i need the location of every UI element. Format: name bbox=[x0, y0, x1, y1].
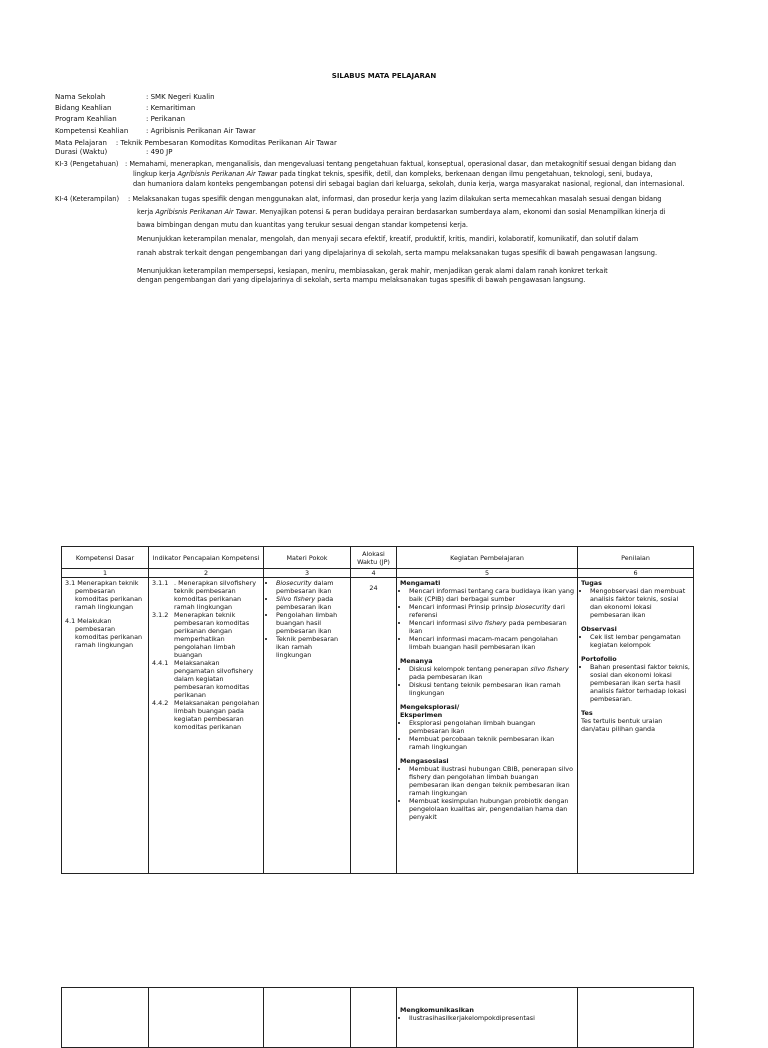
section-mengeksplorasi: Mengeksplorasi/ bbox=[400, 703, 460, 711]
kegiatan-item: • Membuat kesimpulan hubungan probiotik dengan pengelolaan kualitas air, pengendalian hama dan penyakit bbox=[409, 797, 574, 821]
column-number: 3 bbox=[264, 569, 351, 578]
number-row bbox=[62, 569, 694, 578]
meta-label: Nama Sekolah bbox=[55, 93, 106, 101]
header-kegiatan: Kegiatan Pembelajaran bbox=[397, 547, 578, 569]
meta-value: : Kemaritiman bbox=[146, 104, 196, 112]
meta-value: : 490 JP bbox=[146, 148, 173, 156]
meta-row bbox=[0, 147, 768, 157]
penilaian-item: • Bahan presentasi faktor teknis, sosial dan ekonomi lokasi pembesaran ikan serta hasil analisis faktor terhadap lokasi pembesaran. bbox=[590, 663, 690, 703]
kegiatan-item: • Mencari informasi macam-macam pengolahan limbah buangan hasil pembesaran ikan bbox=[409, 635, 574, 651]
table-row bbox=[62, 578, 694, 874]
alokasi-waktu-cell: 24 bbox=[351, 578, 397, 874]
kompetensi-dasar-item: 4.1 Melakukan pembesaran komoditas perikanan ramah lingkungan bbox=[65, 617, 143, 649]
indikator-cell bbox=[149, 578, 264, 874]
ki4-line: dengan pengembangan dari yang dipelajarinya di sekolah, serta mampu melaksanakan tugas spesifik di bawah pengawasan langsung. bbox=[137, 276, 586, 284]
column-number: 1 bbox=[62, 569, 149, 578]
section-menanya: Menanya bbox=[400, 657, 433, 665]
ki4-line: : Melaksanakan tugas spesifik dengan menggunakan alat, informasi, dan prosedur kerja yang lazim dilakukan serta memecahkan masalah sesuai dengan bidang bbox=[128, 195, 662, 203]
kegiatan-item: • Mencari informasi tentang cara budidaya ikan yang baik (CPIB) dari berbagai sumber bbox=[409, 587, 574, 603]
column-number: 4 bbox=[351, 569, 397, 578]
kegiatan-cell bbox=[397, 988, 578, 1048]
header-row bbox=[62, 547, 694, 569]
mata-pelajaran: Mata Pelajaran : Teknik Pembesaran Komoditas Komoditas Perikanan Air Tawar bbox=[55, 139, 337, 147]
section-eksperimen: Eksperimen bbox=[400, 711, 443, 719]
header-kompetensi-dasar: Kompetensi Dasar bbox=[62, 547, 149, 569]
meta-label: Kompetensi Keahlian bbox=[55, 127, 129, 135]
header-penilaian: Penilaian bbox=[578, 547, 694, 569]
syllabus-table bbox=[61, 546, 694, 874]
ki3-line: dan humaniora dalam konteks pengembangan potensi diri sebagai bagian dari keluarga, sekolah, dunia kerja, warga masyarakat nasional, regional, dan internasional. bbox=[133, 180, 685, 188]
indikator-item: 3.1.1 . Menerapkan silvofishery teknik pembesaran komoditas perikanan ramah lingkungan bbox=[152, 579, 256, 611]
syllabus-table-continued bbox=[61, 987, 694, 1048]
section-mengasosiasi: Mengasosiasi bbox=[400, 757, 449, 765]
materi-item: • Biosecurity dalam pembesaran ikan bbox=[276, 579, 347, 595]
kegiatan-item: • Diskusi kelompok tentang penerapan silvo fishery pada pembesaran ikan bbox=[409, 665, 574, 681]
section-tugas: Tugas bbox=[581, 579, 602, 587]
materi-item: • Teknik pembesaran ikan ramah lingkungan bbox=[276, 635, 347, 659]
indikator-item: 3.1.2 Menerapkan teknik pembesaran komoditas perikanan dengan memperhatikan pengolahan limbah buangan bbox=[152, 611, 250, 659]
meta-label: Durasi (Waktu) bbox=[55, 148, 108, 156]
meta-value: : Perikanan bbox=[146, 115, 186, 123]
ki4-line: bawa bimbingan dengan mutu dan kuantitas yang terukur sesuai dengan standar kompetensi kerja. bbox=[137, 221, 468, 229]
header-indikator: Indikator Pencapaian Kompetensi bbox=[149, 547, 264, 569]
ki4-line: kerja Agribisnis Perikanan Air Tawar. Menyajikan potensi & peran budidaya perairan berdasarkan sumberdaya alam, ekonomi dan sosial Menampilkan kinerja di bbox=[137, 208, 666, 216]
materi-item: • Pengolahan limbah buangan hasil pembesaran ikan bbox=[276, 611, 347, 635]
ki3-label: KI-3 (Pengetahuan) bbox=[55, 160, 119, 168]
meta-row bbox=[0, 103, 768, 113]
meta-row bbox=[0, 126, 768, 136]
meta-value: : Agribisnis Perikanan Air Tawar bbox=[146, 127, 256, 135]
kegiatan-cell bbox=[397, 578, 578, 874]
section-tes: Tes bbox=[581, 709, 593, 717]
penilaian-cell bbox=[578, 578, 694, 874]
header-alokasi-waktu: Alokasi Waktu (JP) bbox=[351, 547, 397, 569]
tes-text: Tes tertulis bentuk uraian dan/atau pilihan ganda bbox=[581, 717, 663, 733]
section-portofolio: Portofolio bbox=[581, 655, 617, 663]
ki3-line: : Memahami, menerapkan, menganalisis, dan mengevaluasi tentang pengetahuan faktual, konseptual, operasional dasar, dan metakognitif sesuai dengan bidang dan bbox=[125, 160, 677, 168]
kegiatan-item: • Membuat ilustrasi hubungan CBIB, penerapan silvo fishery dan pengolahan limbah buangan pembesaran ikan dengan teknik pembesaran ikan ramah lingkungan bbox=[409, 765, 574, 797]
empty-cell bbox=[578, 988, 694, 1048]
column-number: 6 bbox=[578, 569, 694, 578]
column-number: 5 bbox=[397, 569, 578, 578]
kompetensi-dasar-item: 3.1 Menerapkan teknik pembesaran komoditas perikanan ramah lingkungan bbox=[65, 579, 143, 611]
section-mengkomunikasikan: Mengkomunikasikan bbox=[400, 1006, 474, 1014]
kegiatan-item: • Membuat percobaan teknik pembesaran ikan ramah lingkungan bbox=[409, 735, 574, 751]
ki4-line: ranah abstrak terkait dengan pengembangan dari yang dipelajarinya di sekolah, serta mampu melaksanakan tugas spesifik di bawah pengawasan langsung. bbox=[137, 249, 658, 257]
table-row bbox=[62, 988, 694, 1048]
header-materi-pokok: Materi Pokok bbox=[264, 547, 351, 569]
ki4-line: Menunjukkan keterampilan mempersepsi, kesiapan, meniru, membiasakan, gerak mahir, menjadikan gerak alami dalam ranah konkret terkait bbox=[137, 267, 608, 275]
indikator-item: 4.4.2 Melaksanakan pengolahan limbah buangan pada kegiatan pembesaran komoditas perikanan bbox=[152, 699, 260, 731]
empty-cell bbox=[264, 988, 351, 1048]
materi-pokok-cell bbox=[264, 578, 351, 874]
meta-label: Bidang Keahlian bbox=[55, 104, 112, 112]
column-number: 2 bbox=[149, 569, 264, 578]
ki4-label: KI-4 (Keterampilan) bbox=[55, 195, 120, 203]
meta-value: : SMK Negeri Kualin bbox=[146, 93, 215, 101]
ki4-line: Menunjukkan keterampilan menalar, mengolah, dan menyaji secara efektif, kreatif, produktif, kritis, mandiri, kolaboratif, komunikatif, dan solutif dalam bbox=[137, 235, 639, 243]
section-mengamati: Mengamati bbox=[400, 579, 441, 587]
kegiatan-item: • Diskusi tentang teknik pembesaran ikan ramah lingkungan bbox=[409, 681, 574, 697]
meta-row bbox=[0, 92, 768, 102]
meta-label: Program Keahlian bbox=[55, 115, 117, 123]
empty-cell bbox=[351, 988, 397, 1048]
indikator-item: 4.4.1 Melaksanakan pengamatan silvofishery dalam kegiatan pembesaran komoditas perikanan bbox=[152, 659, 253, 699]
kompetensi-dasar-cell bbox=[62, 578, 149, 874]
identity-block bbox=[0, 92, 768, 156]
penilaian-item: • Cek list lembar pengamatan kegiatan kelompok bbox=[590, 633, 690, 649]
kegiatan-item: • Mencari informasi Prinsip prinsip biosecurity dari referensi bbox=[409, 603, 574, 619]
materi-item: • Silvo fishery pada pembesaran ikan bbox=[276, 595, 347, 611]
empty-cell bbox=[149, 988, 264, 1048]
empty-cell bbox=[62, 988, 149, 1048]
kegiatan-item: • Eksplorasi pengolahan limbah buangan pembesaran ikan bbox=[409, 719, 574, 735]
kegiatan-item: • Ilustrasihasilkerjakelompokdipresentasi bbox=[409, 1014, 574, 1022]
section-observasi: Observasi bbox=[581, 625, 617, 633]
document-title: SILABUS MATA PELAJARAN bbox=[331, 72, 437, 80]
ki3-line: lingkup kerja Agribisnis Perikanan Air Tawar pada tingkat teknis, spesifik, detil, dan kompleks, berkenaan dengan ilmu pengetahuan, teknologi, seni, budaya, bbox=[133, 170, 653, 178]
kegiatan-item: • Mencari informasi silvo fishery pada pembesaran ikan bbox=[409, 619, 574, 635]
penilaian-item: • Mengobservasi dan membuat analisis faktor teknis, sosial dan ekonomi lokasi pembesaran ikan bbox=[590, 587, 690, 619]
meta-row bbox=[0, 114, 768, 124]
